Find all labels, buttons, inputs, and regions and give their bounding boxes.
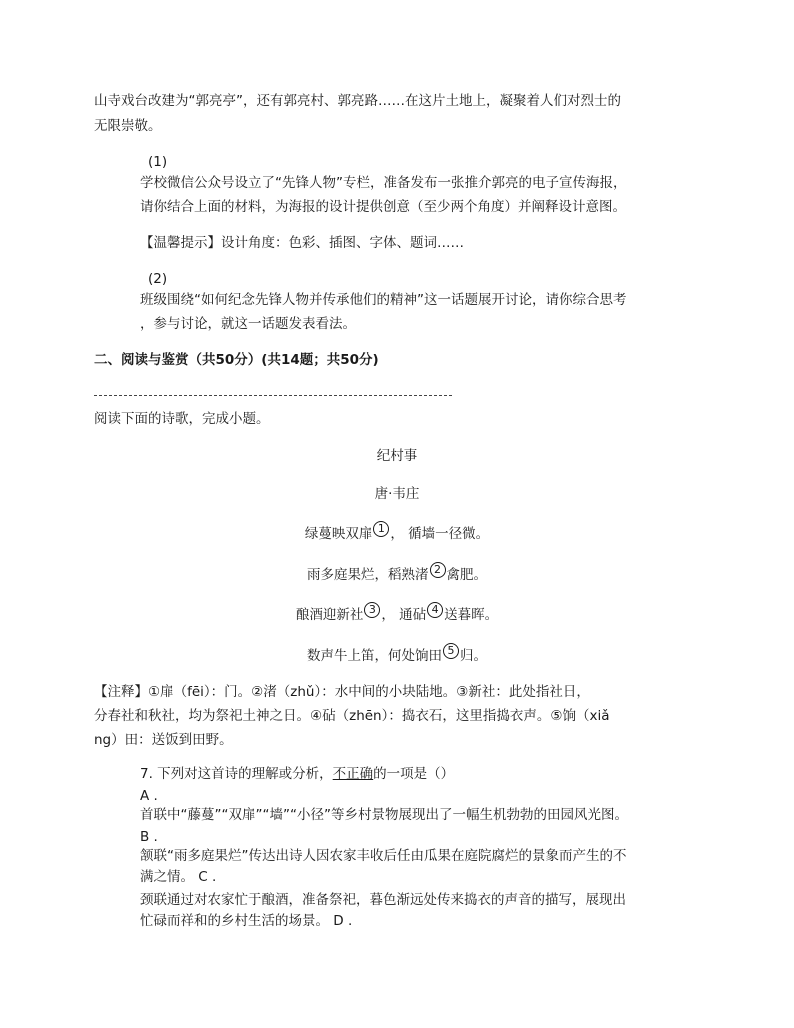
poem-line-4-a: 数声牛上笛，何处饷田 bbox=[307, 648, 442, 664]
intro-line-1: 山寺戏台改建为“郭亮亭”，还有郭亮村、郭亮路……在这片土地上，凝聚着人们对烈士的 bbox=[94, 93, 621, 109]
q1-line-1: 学校微信公众号设立了“先锋人物”专栏，准备发布一张推介郭亮的电子宣传海报， bbox=[140, 175, 627, 191]
intro-line-2: 无限崇敬。 bbox=[94, 118, 162, 134]
separator-line bbox=[94, 395, 452, 396]
q7-stem-b: 的一项是（） bbox=[373, 766, 455, 782]
q7-stem bbox=[140, 763, 454, 785]
notes-line-3: ng）田：送饭到田野。 bbox=[94, 732, 233, 748]
poem-line-1-a: 绿蔓映双扉 bbox=[304, 526, 373, 542]
poem-line-1-b: ， 循墙一径微。 bbox=[390, 526, 490, 542]
poem-line-3 bbox=[0, 602, 794, 626]
q7-option-c-line-2: 忙碌而祥和的乡村生活的场景。 D . bbox=[140, 913, 353, 929]
q7-option-b-line-2: 满之情。 C . bbox=[140, 869, 217, 885]
q7-option-a-label: A . bbox=[140, 788, 158, 804]
section-heading: 二、阅读与鉴赏（共50分）(共14题；共50分) bbox=[94, 352, 379, 368]
q7-option-a-text: 首联中“藤蔓”“双扉”“墙”“小径”等乡村景物展现出了一幅生机勃勃的田园风光图。 bbox=[140, 807, 628, 823]
poem-line-4 bbox=[0, 643, 794, 667]
note-ref-3: 3 bbox=[364, 602, 380, 618]
poem-title: 纪村事 bbox=[376, 448, 418, 464]
poem-line-3-b: ， 通砧 bbox=[381, 607, 427, 623]
poem-line-3-a: 酿酒迎新社 bbox=[295, 607, 364, 623]
q7-stem-underlined: 不正确 bbox=[332, 766, 374, 782]
q7-option-b-line-1: 颔联“雨多庭果烂”传达出诗人因农家丰收后任由瓜果在庭院腐烂的景象而产生的不 bbox=[140, 848, 627, 864]
notes-line-1: 【注释】①扉（fēi）：门。②渚（zhǔ）：水中间的小块陆地。③新社：此处指社日， bbox=[94, 684, 590, 700]
note-ref-4: 4 bbox=[427, 602, 443, 618]
reading-instruction: 阅读下面的诗歌，完成小题。 bbox=[94, 411, 270, 427]
poem-line-2-a: 雨多庭果烂，稻熟渚 bbox=[307, 567, 429, 583]
notes-line-2: 分春社和秋社，均为祭祀土神之日。④砧（zhēn）：捣衣石，这里指捣衣声。⑤饷（xiǎ bbox=[94, 708, 610, 724]
poem-line-1 bbox=[0, 521, 794, 545]
q7-option-c-line-1: 颈联通过对农家忙于酿酒，准备祭祀，暮色渐远处传来捣衣的声音的描写，展现出 bbox=[140, 892, 626, 908]
q7-option-b-label: B . bbox=[140, 829, 158, 845]
q1-tip: 【温馨提示】设计角度：色彩、插图、字体、题词…… bbox=[140, 235, 464, 251]
note-ref-2: 2 bbox=[430, 562, 446, 578]
poem-line-2 bbox=[0, 562, 794, 586]
q2-line-1: 班级围绕“如何纪念先锋人物并传承他们的精神”这一话题展开讨论，请你综合思考 bbox=[140, 292, 627, 308]
q7-stem-a: 7. 下列对这首诗的理解或分析， bbox=[140, 766, 333, 782]
note-ref-1: 1 bbox=[373, 521, 389, 537]
q2-number: (2) bbox=[148, 271, 168, 287]
q1-line-2: 请你结合上面的材料，为海报的设计提供创意（至少两个角度）并阐释设计意图。 bbox=[140, 199, 626, 215]
note-ref-5: 5 bbox=[443, 643, 459, 659]
poem-author: 唐·韦庄 bbox=[374, 486, 420, 502]
q2-line-2: ，参与讨论，就这一话题发表看法。 bbox=[140, 316, 356, 332]
q1-number: (1) bbox=[148, 154, 168, 170]
poem-line-4-b: 归。 bbox=[460, 648, 487, 664]
poem-line-2-b: 禽肥。 bbox=[446, 567, 487, 583]
poem-line-3-c: 送暮晖。 bbox=[444, 607, 499, 623]
